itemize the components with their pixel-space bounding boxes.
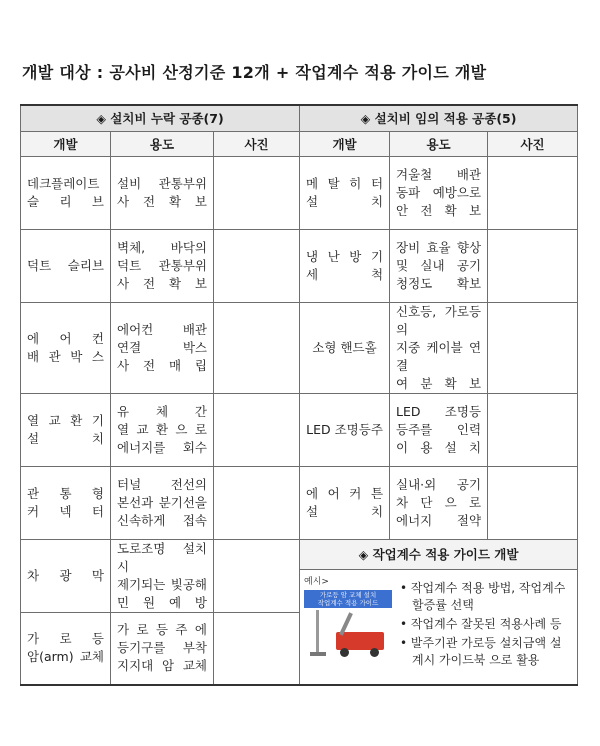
col-header-dev: 개발 xyxy=(21,131,111,156)
table-row xyxy=(21,393,578,466)
item-name: 가 로 등 암(arm) 교체 xyxy=(21,612,111,685)
item-name: 관 통 형 커 넥 터 xyxy=(21,466,111,539)
item-use: 터널 전선의 본선과 분기선을 신속하게 접속 xyxy=(111,466,214,539)
item-name: 덕트 슬리브 xyxy=(21,229,111,302)
guide-example xyxy=(304,574,392,664)
item-use: 도로조명 설치 시 제기되는 빛공해 민 원 예 방 xyxy=(111,539,214,612)
col-header-use: 용도 xyxy=(111,131,214,156)
item-use: 벽체, 바닥의 덕트 관통부위 사 전 확 보 xyxy=(111,229,214,302)
item-use: 설비 관통부위 사 전 확 보 xyxy=(111,156,214,229)
page-title: 개발 대상 : 공사비 산정기준 12개 + 작업계수 적용 가이드 개발 xyxy=(22,63,487,82)
item-use: 장비 효율 향상 및 실내 공기 청정도 확보 xyxy=(390,229,488,302)
col-header-photo: 사진 xyxy=(488,131,578,156)
crane-truck-illustration xyxy=(304,606,392,660)
left-section-header: ◈ 설치비 누락 공종(7) xyxy=(21,105,300,131)
table-row xyxy=(21,466,578,539)
item-name: LED 조명등주 xyxy=(300,393,390,466)
example-label: 예시> xyxy=(304,576,329,587)
list-item: • 작업계수 잘못된 적용사례 등 xyxy=(400,616,562,631)
table-row xyxy=(21,302,578,393)
item-name: 에 어 컨 배 관 박 스 xyxy=(21,302,111,393)
table-row xyxy=(21,229,578,302)
guide-bullets xyxy=(400,580,571,671)
col-header-use: 용도 xyxy=(390,131,488,156)
development-table xyxy=(20,104,578,686)
item-use: 겨울철 배관 동파 예방으로 안 전 확 보 xyxy=(390,156,488,229)
item-name: 냉 난 방 기 세 척 xyxy=(300,229,390,302)
item-name: 차 광 막 xyxy=(21,539,111,612)
list-item: • 발주기관 가로등 설치금액 설계시 가이드북 으로 활용 xyxy=(400,635,562,667)
list-item: • 작업계수 적용 방법, 작업계수 할증률 선택 xyxy=(400,580,566,612)
item-use: 유 체 간 열 교 환 으 로 에너지를 회수 xyxy=(111,393,214,466)
item-use: 신호등, 가로등의 지중 케이블 연결 여 분 확 보 xyxy=(390,302,488,393)
item-name: 에 어 커 튼 설 치 xyxy=(300,466,390,539)
item-use: LED 조명등 등주를 인력 이 용 설 치 xyxy=(390,393,488,466)
table-row xyxy=(21,156,578,229)
item-use: 실내·외 공기 차 단 으 로 에너지 절약 xyxy=(390,466,488,539)
item-use: 가 로 등 주 에 등기구를 부착 지지대 암 교체 xyxy=(111,612,214,685)
col-header-dev: 개발 xyxy=(300,131,390,156)
right-section-header: ◈ 설치비 임의 적용 공종(5) xyxy=(300,105,578,131)
item-name: 메 탈 히 터 설 치 xyxy=(300,156,390,229)
col-header-photo: 사진 xyxy=(214,131,300,156)
item-name: 열 교 환 기 설 치 xyxy=(21,393,111,466)
table-row xyxy=(21,539,578,612)
item-name: 소형 핸드홀 xyxy=(300,302,390,393)
guide-header: ◈ 작업계수 적용 가이드 개발 xyxy=(300,540,577,570)
example-banner: 가로등 암 교체 설치 작업계수 적용 가이드 xyxy=(304,590,392,608)
item-use: 에어컨 배관 연결 박스 사 전 매 립 xyxy=(111,302,214,393)
item-name: 데크플레이트 슬 리 브 xyxy=(21,156,111,229)
